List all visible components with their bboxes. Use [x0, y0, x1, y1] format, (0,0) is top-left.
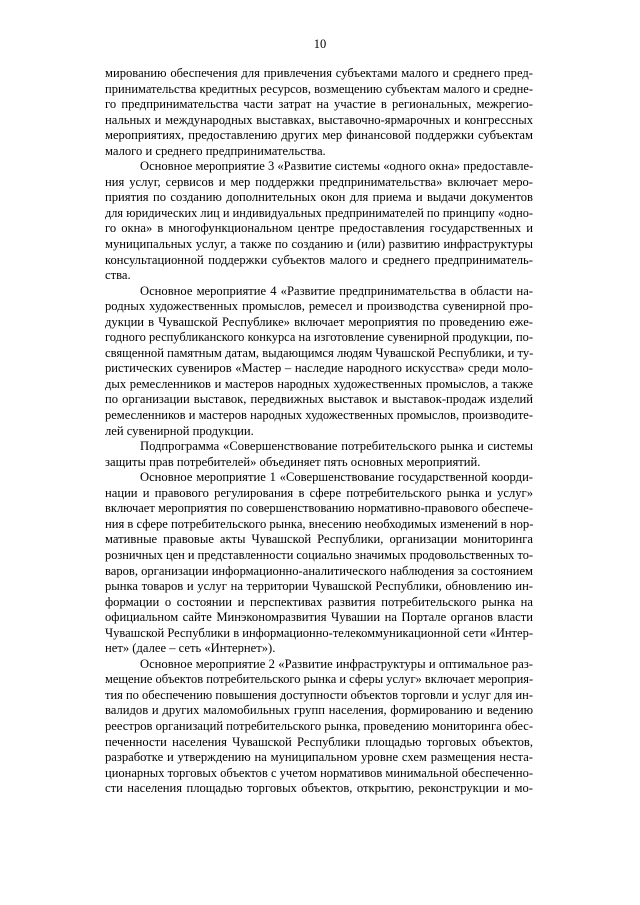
- text-line: принимательства кредитных ресурсов, возмещению субъектам малого и средне-: [105, 81, 533, 96]
- text-line: включает мероприятия по совершенствованию нормативно-правового обеспече-: [105, 501, 533, 516]
- text-line: го предпринимательства части затрат на участие в региональных, межрегио-: [105, 97, 533, 112]
- text-line: Основное мероприятие 4 «Развитие предпринимательства в области на-: [140, 283, 533, 298]
- text-line: дых ремесленников и мастеров народных художественных промыслов, а также: [105, 376, 533, 391]
- text-line: по организации выставок, передвижных выставок и выставок-продаж изделий: [105, 392, 533, 407]
- text-line: священной памятным датам, выдающимся людям Чувашской Республики, и ту-: [105, 345, 533, 360]
- text-line: мативные правовые акты Чувашской Республики, организации мониторинга: [105, 532, 533, 547]
- text-line: нальных и международных выставках, выставочно-ярмарочных и конгрессных: [105, 112, 533, 127]
- text-line: тия по обеспечению повышения доступности объектов торговли и услуг для ин-: [105, 687, 533, 702]
- text-line: печенности населения Чувашской Республики площадью торговых объектов,: [105, 734, 533, 749]
- text-line: мещение объектов потребительского рынка и сферы услуг» включает мероприя-: [105, 672, 533, 687]
- text-line: нет» (далее – сеть «Интернет»).: [105, 641, 276, 656]
- text-line: Подпрограмма «Совершенствование потребительского рынка и системы: [140, 439, 533, 454]
- text-line: малого и среднего предпринимательства.: [105, 143, 326, 158]
- text-line: мероприятиях, предоставлению других мер финансовой поддержки субъектам: [105, 128, 533, 143]
- text-line: нации и правового регулирования в сфере потребительского рынка и услуг»: [105, 485, 533, 500]
- text-line: дукции в Чувашской Республике» включает мероприятия по проведению еже-: [105, 314, 533, 329]
- text-line: ристических сувениров «Мастер – наследие народного искусства» среди моло-: [105, 361, 533, 376]
- text-line: реестров организаций потребительского рынка, проведению мониторинга обес-: [105, 718, 533, 733]
- text-line: го окна» в многофункциональном центре предоставления государственных и: [105, 221, 533, 236]
- text-line: мированию обеспечения для привлечения субъектами малого и среднего пред-: [105, 66, 533, 80]
- text-line: валидов и других маломобильных групп населения, формированию и ведению: [105, 703, 533, 718]
- text-line: официальном сайте Минэкономразвития Чувашии на Портале органов власти: [105, 610, 533, 625]
- text-line: ремесленников и мастеров народных художественных промыслов, производите-: [105, 408, 533, 423]
- text-line: ния в сфере потребительского рынка, внесению необходимых изменений в нор-: [105, 516, 533, 531]
- text-line: приятия по созданию дополнительных окон для приема и выдачи документов: [105, 190, 533, 205]
- body-text: [105, 66, 533, 797]
- text-line: ства.: [105, 268, 131, 283]
- text-line: Чувашской Республики в информационно-телекоммуникационной сети «Интер-: [105, 625, 533, 640]
- text-line: защиты прав потребителей» объединяет пять основных мероприятий.: [105, 454, 481, 469]
- text-line: сти населения площадью торговых объектов, открытию, реконструкции и мо-: [105, 781, 533, 796]
- text-line: формации о состоянии и перспективах развития потребительского рынка на: [105, 594, 533, 609]
- text-line: консультационной поддержки субъектов малого и среднего предприниматель-: [105, 252, 533, 267]
- page-number: 10: [313, 37, 327, 51]
- text-line: разработке и утверждению на муниципальном уровне схем размещения неста-: [105, 750, 533, 765]
- text-line: родных художественных промыслов, ремесел и производства сувенирной про-: [105, 299, 533, 314]
- text-line: варов, организации информационно-аналитического наблюдения за состоянием: [105, 563, 533, 578]
- text-line: годного республиканского конкурса на изготовление сувенирной продукции, по-: [105, 330, 533, 345]
- text-line: для юридических лиц и индивидуальных предпринимателей по принципу «одно-: [105, 205, 533, 220]
- text-line: лей сувенирной продукции.: [105, 423, 254, 438]
- text-line: рынка товаров и услуг на территории Чувашской Республики, обновлению ин-: [105, 579, 533, 594]
- text-line: Основное мероприятие 1 «Совершенствование государственной коорди-: [140, 470, 533, 485]
- text-line: розничных цен и представленности социально значимых продовольственных то-: [105, 547, 533, 562]
- text-line: Основное мероприятие 3 «Развитие системы «одного окна» предоставле-: [140, 159, 533, 174]
- text-line: муниципальных услуг, а также по созданию и (или) развитию инфраструктуры: [105, 237, 533, 252]
- text-line: ционарных торговых объектов с учетом нормативов минимальной обеспеченно-: [105, 765, 533, 780]
- text-line: Основное мероприятие 2 «Развитие инфраструктуры и оптимальное раз-: [140, 656, 533, 671]
- text-line: ния услуг, сервисов и мер поддержки предпринимательства» включает меро-: [105, 174, 533, 189]
